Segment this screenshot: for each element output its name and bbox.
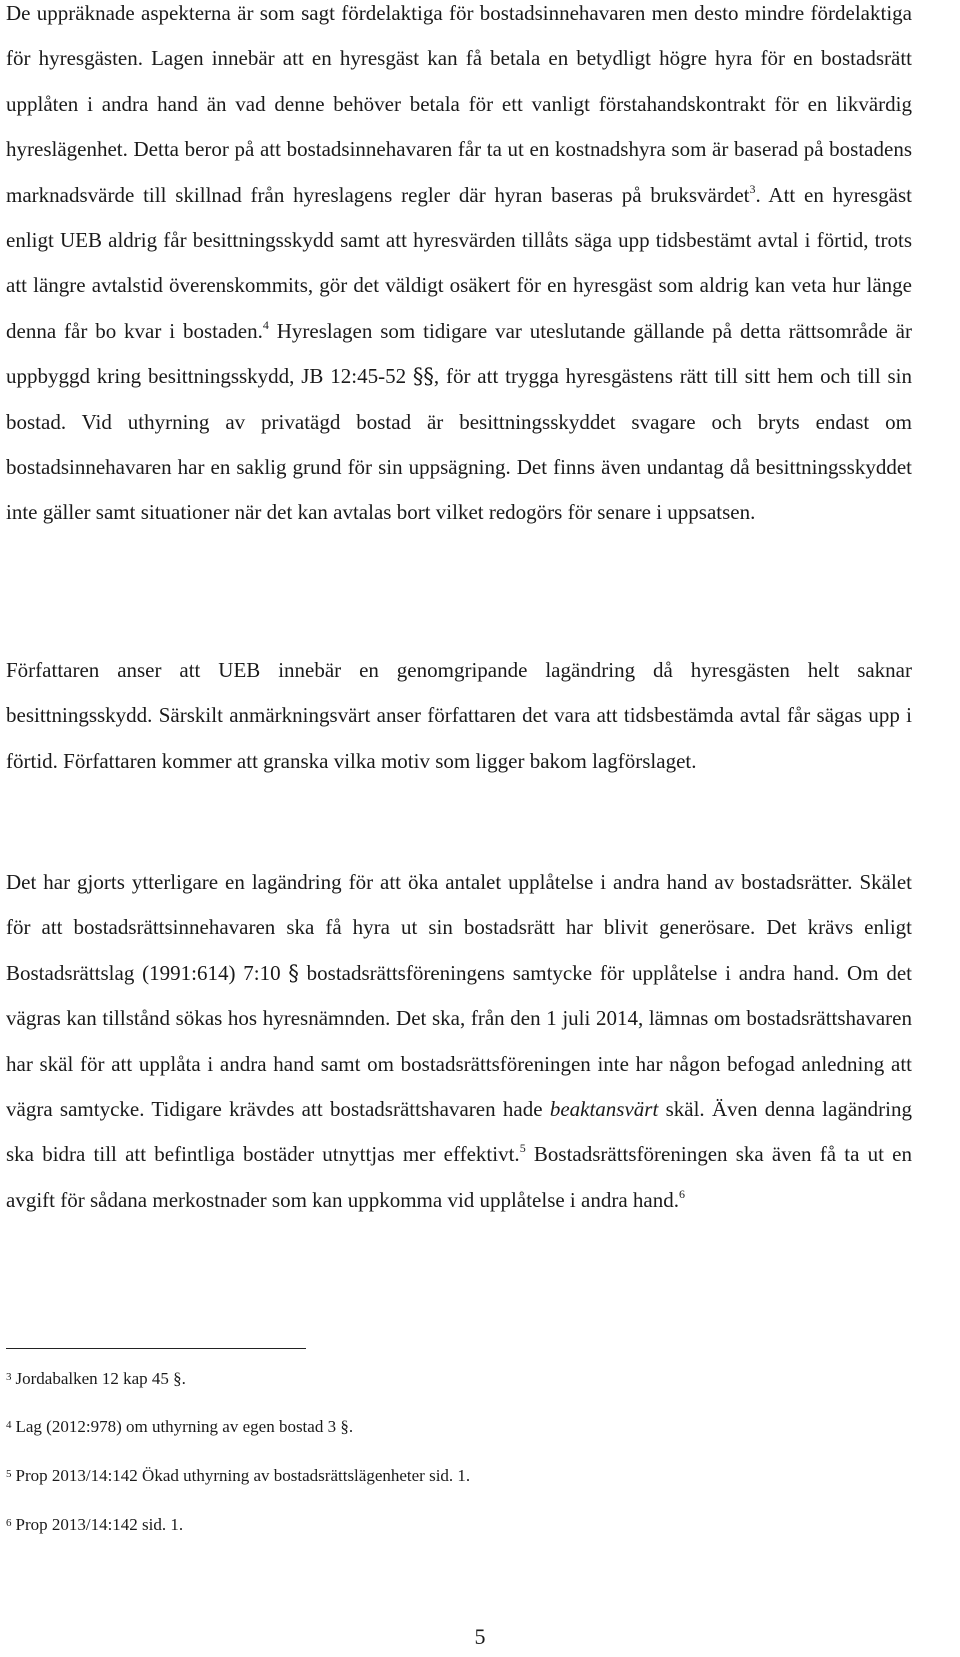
paragraph-text: skäl. Även denna lagändring ska bidra till att befintliga bostäder utnyttjas mer effektivt. [6, 1097, 912, 1167]
footnote-text: Jordabalken 12 kap 45 §. [15, 1369, 186, 1388]
section-sign: § [288, 960, 299, 985]
footnote-number: 5 [6, 1468, 12, 1480]
footnote [6, 1512, 183, 1536]
footnote-text: Lag (2012:978) om uthyrning av egen bostad 3 §. [15, 1417, 354, 1436]
footnote-reference[interactable]: 3 [749, 181, 756, 196]
body-paragraph-3 [6, 860, 912, 1223]
footnote-text: Prop 2013/14:142 Ökad uthyrning av bostadsrättslägenheter sid. 1. [15, 1466, 471, 1485]
footnote [6, 1414, 353, 1438]
paragraph-text: Bostadsrättsföreningen ska även få ta ut en avgift för sådana merkostnader som kan uppkomma vid upplåtelse i andra hand. [6, 1142, 912, 1212]
paragraph-text: De uppräknade aspekterna är som sagt fördelaktiga för bostadsinnehavaren men desto mindre fördelaktiga för hyresgästen. Lagen innebär att en hyresgäst kan få betala en betydligt högre hyra för en bostadsrätt upplåten i andra hand än vad denne behöver betala för ett vanligt förstahandskontrakt för en likvärdig hyreslägenhet. Detta beror på att bostadsinnehavaren får ta ut en kostnadshyra som är baserad på bostadens marknadsvärde till skillnad från hyreslagens regler där hyran baseras på bruksvärdet [6, 1, 912, 207]
footnote-number: 4 [6, 1419, 12, 1431]
footnote-number: 6 [6, 1517, 12, 1529]
paragraph-text: Hyreslagen som tidigare var uteslutande gällande på detta rättsområde är uppbyggd kring besittningsskydd, JB 12:45-52 [6, 318, 912, 389]
footnote-reference[interactable]: 5 [519, 1141, 526, 1156]
page-number: 5 [474, 1624, 486, 1649]
footnote-reference[interactable]: 4 [262, 317, 269, 332]
emphasized-word: beaktansvärt [549, 1097, 659, 1122]
footnote-number: 3 [6, 1371, 12, 1383]
paragraph-text: bostadsrättsföreningens samtycke för upplåtelse i andra hand. Om det vägras kan tillstånd sökas hos hyresnämnden. Det ska, från den 1 juli 2014, lämnas om bostadsrättshavaren har skäl för att upplåta i andra hand samt om bostadsrättsföreningen inte har någon befogad anledning att vägra samtycke. Tidigare krävdes att bostadsrättshavaren hade [6, 960, 912, 1122]
footnote [6, 1463, 470, 1487]
body-paragraph-1 [6, 0, 912, 536]
section-sign: §§ [412, 364, 434, 389]
paragraph-text: . Att en hyresgäst enligt UEB aldrig får besittningsskydd samt att hyresvärden tillåts säga upp tidsbestämt avtal i förtid, trots att längre avtalstid överenskommits, gör det väldigt osäkert för en hyresgäst som aldrig kan veta hur länge denna får bo kvar i bostaden. [6, 182, 912, 343]
footnote-text: Prop 2013/14:142 sid. 1. [15, 1515, 184, 1534]
footnote-separator [6, 1348, 306, 1349]
footnote [6, 1366, 186, 1390]
body-paragraph-2: Författaren anser att UEB innebär en genomgripande lagändring då hyresgästen helt saknar besittningsskydd. Särskilt anmärkningsvärt anser författaren det vara att tidsbestämda avtal får sägas upp i förtid. Författaren kommer att granska vilka motiv som ligger bakom lagförslaget. [6, 658, 912, 773]
paragraph-text: , för att trygga hyresgästens rätt till sitt hem och till sin bostad. Vid uthyrning av privatägd bostad är besittningsskyddet svagare och bryts endast om bostadsinnehavaren har en saklig grund för sin uppsägning. Det finns även undantag då besittningsskyddet inte gäller samt situationer när det kan avtalas bort vilket redogörs för senare i uppsatsen. [6, 364, 913, 525]
footnote-reference[interactable]: 6 [678, 1186, 685, 1201]
paragraph-text: Det har gjorts ytterligare en lagändring för att öka antalet upplåtelse i andra hand av bostadsrätter. Skälet för att bostadsrättsinnehavaren ska få hyra ut sin bostadsrätt har blivit generösare. Det krävs enligt Bostadsrättslag (1991:614) 7:10 [6, 870, 912, 985]
